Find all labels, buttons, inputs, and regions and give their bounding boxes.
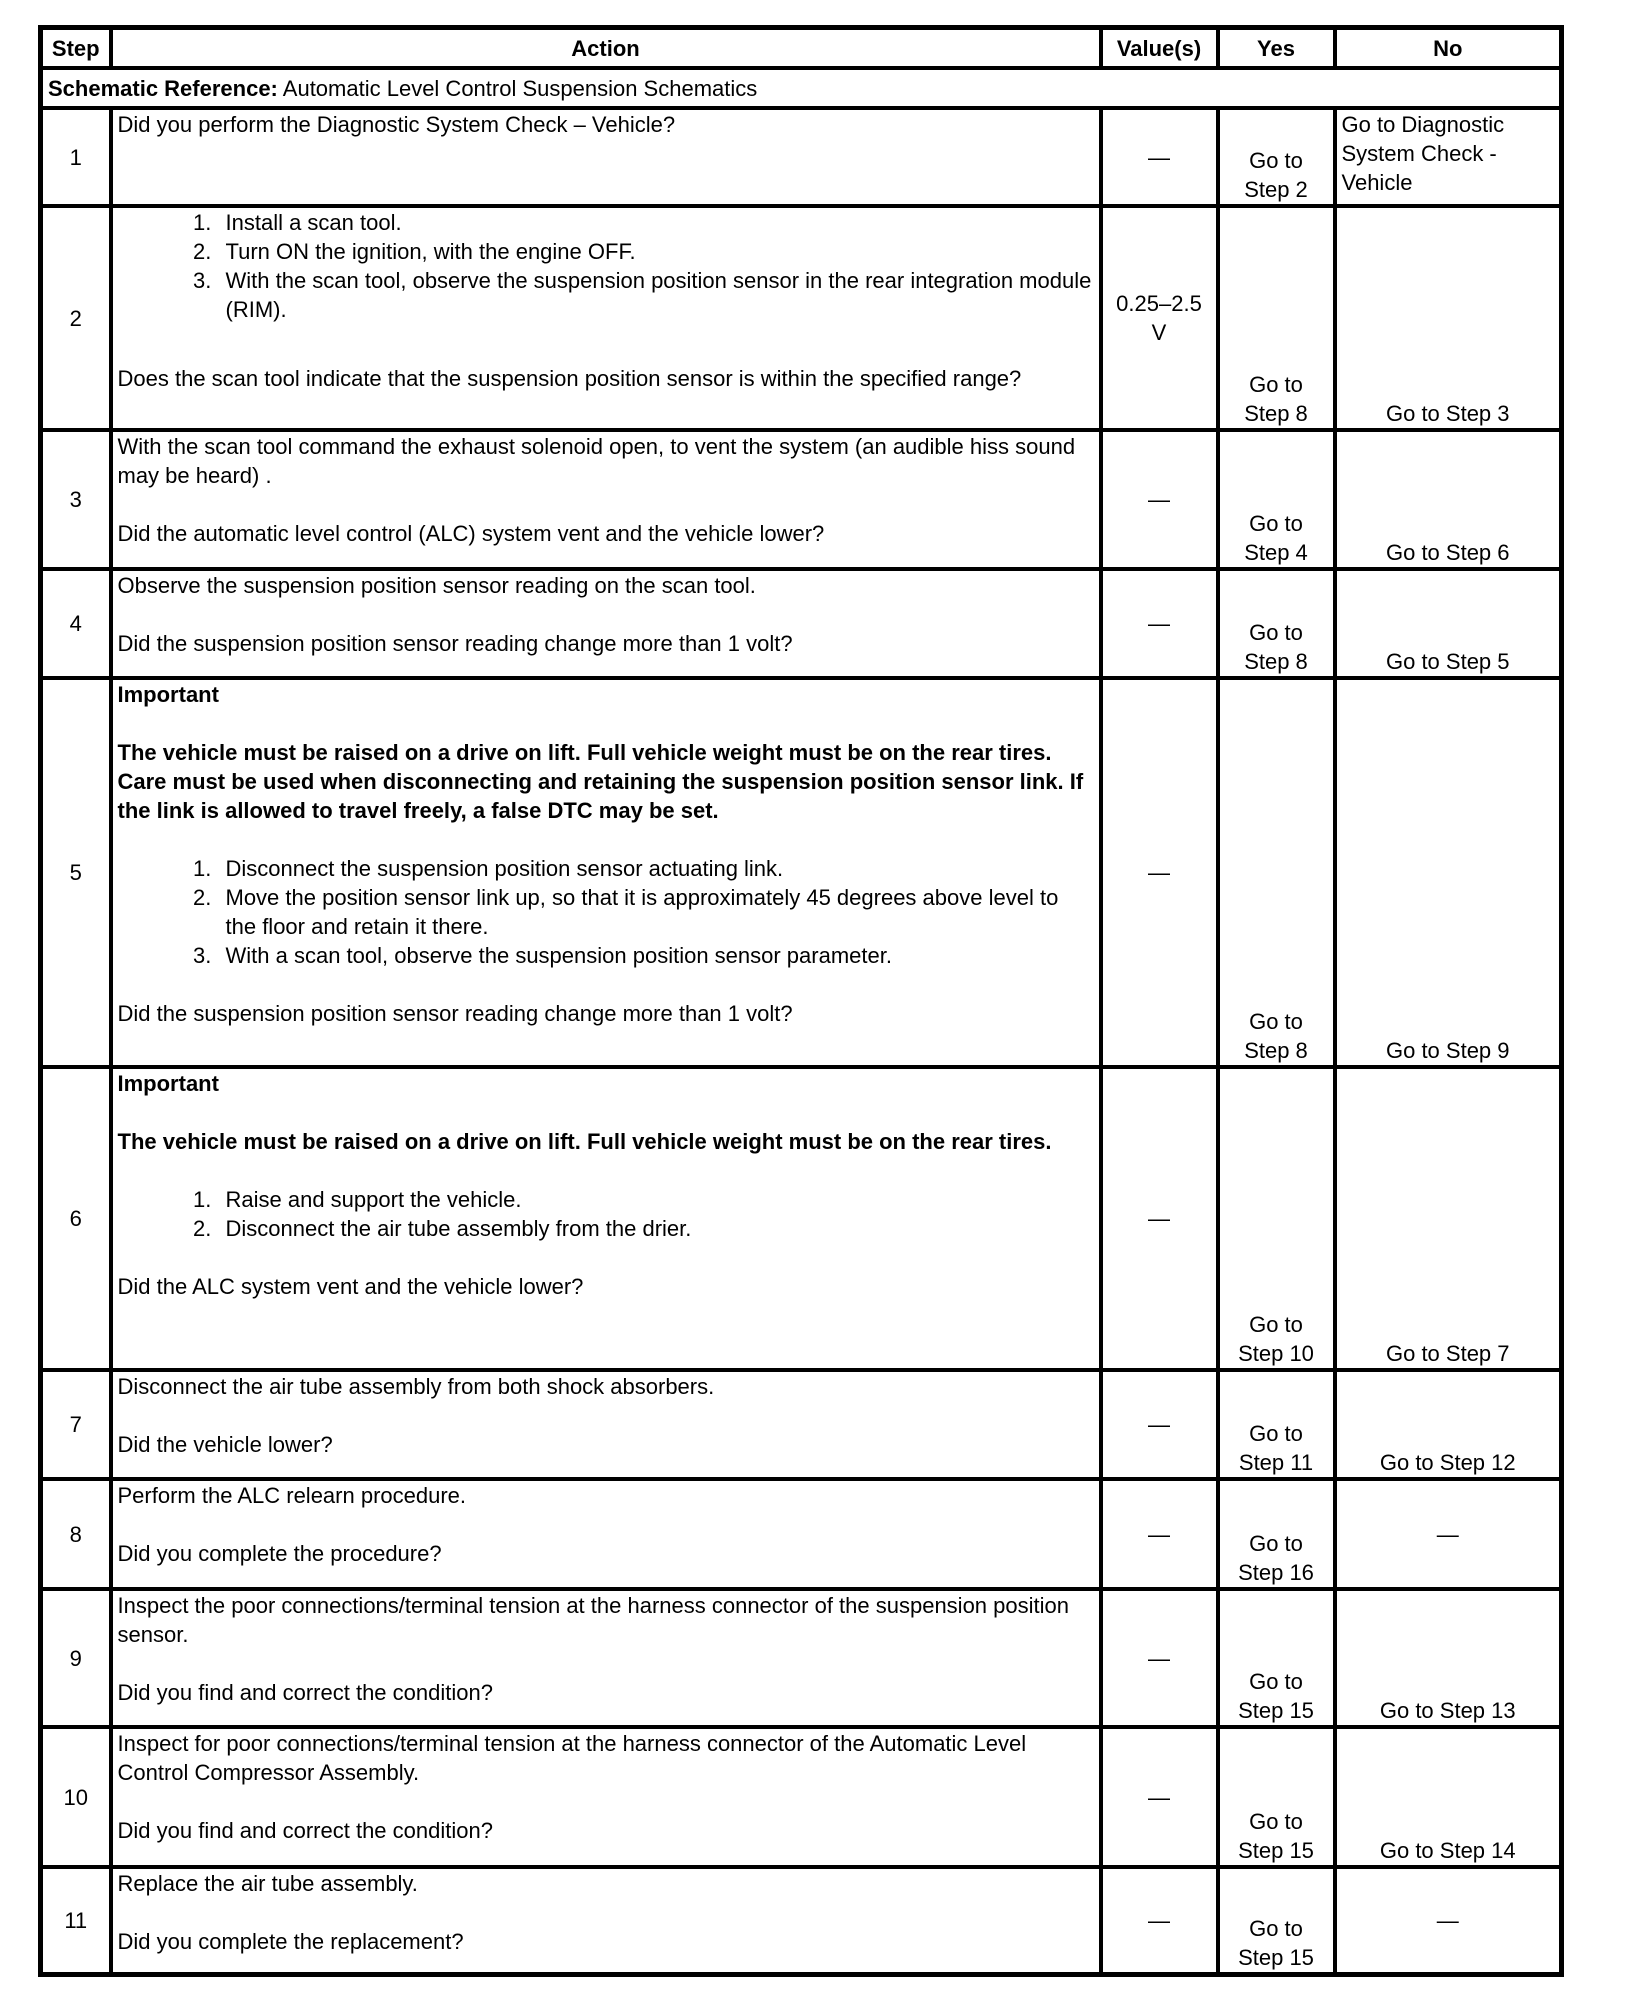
action-text: Disconnect the air tube assembly from both shock absorbers. <box>117 1374 715 1399</box>
action-cell <box>111 1867 1101 1974</box>
table-row <box>41 1867 1562 1974</box>
yes-cell[interactable]: Go to Step 15 <box>1218 1589 1335 1727</box>
action-cell <box>111 569 1101 678</box>
yes-cell[interactable]: Go to Step 8 <box>1218 569 1335 678</box>
action-steps-list <box>118 854 1094 970</box>
action-text: Inspect for poor connections/terminal tension at the harness connector of the Automatic Level Control Compressor Assembly. <box>117 1731 1027 1785</box>
step-number: 4 <box>41 569 111 678</box>
step-number: 7 <box>41 1370 111 1479</box>
yes-cell[interactable]: Go to Step 4 <box>1218 430 1335 569</box>
action-text: Perform the ALC relearn procedure. <box>117 1483 467 1508</box>
value-cell: — <box>1101 1727 1218 1867</box>
action-cell <box>111 108 1101 206</box>
list-item: 1. Raise and support the vehicle. <box>218 1185 1094 1214</box>
action-question: Did you complete the replacement? <box>117 1929 464 1954</box>
no-cell[interactable]: Go to Step 9 <box>1335 678 1562 1067</box>
value-cell: — <box>1101 1370 1218 1479</box>
diagnostic-table <box>38 25 1564 1977</box>
no-cell: — <box>1335 1867 1562 1974</box>
step-number: 9 <box>41 1589 111 1727</box>
header-no: No <box>1335 28 1562 69</box>
action-text: Observe the suspension position sensor reading on the scan tool. <box>117 573 756 598</box>
action-cell <box>111 1370 1101 1479</box>
step-number: 8 <box>41 1479 111 1589</box>
list-item: 2. Turn ON the ignition, with the engine OFF. <box>218 237 1094 266</box>
action-cell <box>111 1067 1101 1370</box>
table-row <box>41 569 1562 678</box>
value-cell: — <box>1101 1067 1218 1370</box>
yes-cell[interactable]: Go to Step 2 <box>1218 108 1335 206</box>
table-row <box>41 206 1562 430</box>
list-item: 1. Disconnect the suspension position sensor actuating link. <box>218 854 1094 883</box>
value-cell: — <box>1101 1867 1218 1974</box>
yes-cell[interactable]: Go to Step 15 <box>1218 1727 1335 1867</box>
yes-cell[interactable]: Go to Step 16 <box>1218 1479 1335 1589</box>
schematic-reference <box>41 68 1562 108</box>
step-number: 1 <box>41 108 111 206</box>
action-cell <box>111 1727 1101 1867</box>
action-question: Did you find and correct the condition? <box>117 1680 493 1705</box>
value-cell: — <box>1101 108 1218 206</box>
action-question: Did the automatic level control (ALC) system vent and the vehicle lower? <box>117 521 825 546</box>
no-cell[interactable]: Go to Step 5 <box>1335 569 1562 678</box>
value-cell: 0.25–2.5 V <box>1101 206 1218 430</box>
step-number: 11 <box>41 1867 111 1974</box>
list-item: 3. With a scan tool, observe the suspension position sensor parameter. <box>218 941 1094 970</box>
action-text: Inspect the poor connections/terminal tension at the harness connector of the suspension position sensor. <box>117 1593 1069 1647</box>
no-cell[interactable]: Go to Step 7 <box>1335 1067 1562 1370</box>
action-text: Did you perform the Diagnostic System Check – Vehicle? <box>117 112 676 137</box>
schematic-reference-label: Schematic Reference: <box>48 75 278 101</box>
action-question: Did the ALC system vent and the vehicle lower? <box>117 1274 584 1299</box>
no-cell: — <box>1335 1479 1562 1589</box>
header-step: Step <box>41 28 111 69</box>
action-question: Did the suspension position sensor reading change more than 1 volt? <box>117 1001 793 1026</box>
step-number: 6 <box>41 1067 111 1370</box>
important-label: Important <box>117 1071 219 1096</box>
value-cell: — <box>1101 430 1218 569</box>
value-cell: — <box>1101 569 1218 678</box>
yes-cell[interactable]: Go to Step 8 <box>1218 206 1335 430</box>
header-yes: Yes <box>1218 28 1335 69</box>
value-cell: — <box>1101 1589 1218 1727</box>
no-cell[interactable]: Go to Step 6 <box>1335 430 1562 569</box>
action-question: Did you find and correct the condition? <box>117 1818 493 1843</box>
table-row <box>41 1589 1562 1727</box>
important-note: The vehicle must be raised on a drive on lift. Full vehicle weight must be on the rear tires. <box>117 1129 1052 1154</box>
no-cell[interactable]: Go to Step 12 <box>1335 1370 1562 1479</box>
action-cell <box>111 1479 1101 1589</box>
action-question: Does the scan tool indicate that the suspension position sensor is within the specified range? <box>117 366 1022 391</box>
no-cell[interactable]: Go to Diagnostic System Check - Vehicle <box>1335 108 1562 206</box>
header-values: Value(s) <box>1101 28 1218 69</box>
action-text: With the scan tool command the exhaust solenoid open, to vent the system (an audible hiss sound may be heard) . <box>117 434 1076 488</box>
important-label: Important <box>117 682 219 707</box>
list-item: 1. Install a scan tool. <box>218 208 1094 237</box>
yes-cell[interactable]: Go to Step 8 <box>1218 678 1335 1067</box>
action-cell <box>111 1589 1101 1727</box>
action-steps-list <box>118 208 1094 324</box>
table-row <box>41 108 1562 206</box>
value-cell: — <box>1101 678 1218 1067</box>
list-item: 2. Disconnect the air tube assembly from the drier. <box>218 1214 1094 1243</box>
schematic-reference-row <box>41 68 1562 108</box>
yes-cell[interactable]: Go to Step 15 <box>1218 1867 1335 1974</box>
action-question: Did the vehicle lower? <box>117 1432 333 1457</box>
yes-cell[interactable]: Go to Step 10 <box>1218 1067 1335 1370</box>
list-item: 2. Move the position sensor link up, so that it is approximately 45 degrees above level to the floor and retain it there. <box>218 883 1094 941</box>
action-text: Replace the air tube assembly. <box>117 1871 418 1896</box>
step-number: 5 <box>41 678 111 1067</box>
action-steps-list <box>118 1185 1094 1243</box>
table-row <box>41 1370 1562 1479</box>
table-row <box>41 1727 1562 1867</box>
action-cell <box>111 430 1101 569</box>
action-cell <box>111 678 1101 1067</box>
table-row <box>41 1479 1562 1589</box>
action-cell <box>111 206 1101 430</box>
no-cell[interactable]: Go to Step 3 <box>1335 206 1562 430</box>
no-cell[interactable]: Go to Step 14 <box>1335 1727 1562 1867</box>
yes-cell[interactable]: Go to Step 11 <box>1218 1370 1335 1479</box>
header-action: Action <box>111 28 1101 69</box>
step-number: 2 <box>41 206 111 430</box>
header-row <box>41 28 1562 69</box>
step-number: 3 <box>41 430 111 569</box>
table-row <box>41 678 1562 1067</box>
list-item: 3. With the scan tool, observe the suspension position sensor in the rear integration module (RIM). <box>218 266 1094 324</box>
step-number: 10 <box>41 1727 111 1867</box>
action-question: Did you complete the procedure? <box>117 1541 442 1566</box>
schematic-reference-link[interactable]: Automatic Level Control Suspension Schematics <box>277 75 758 101</box>
table-row <box>41 430 1562 569</box>
table-row <box>41 1067 1562 1370</box>
important-note: The vehicle must be raised on a drive on lift. Full vehicle weight must be on the rear tires. Care must be used when disconnecting and retaining the suspension position sensor link. If the link is allowed to travel freely, a false DTC may be set. <box>117 740 1084 823</box>
action-question: Did the suspension position sensor reading change more than 1 volt? <box>117 631 793 656</box>
no-cell[interactable]: Go to Step 13 <box>1335 1589 1562 1727</box>
value-cell: — <box>1101 1479 1218 1589</box>
